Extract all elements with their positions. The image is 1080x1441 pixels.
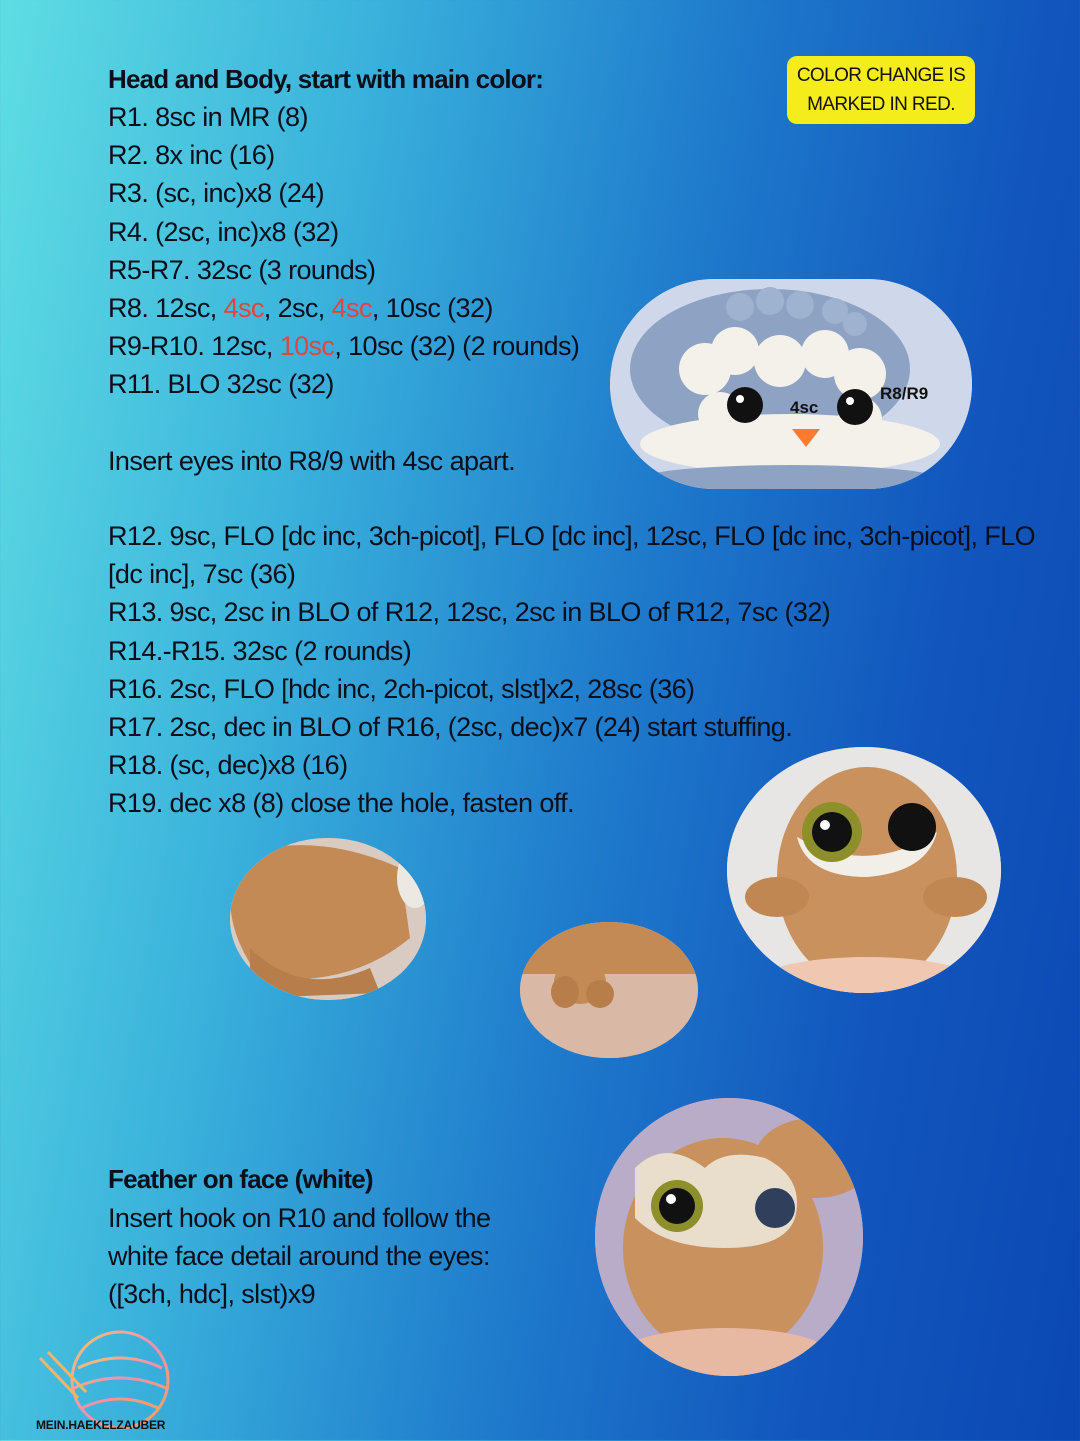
- closeup-photo-middle: [520, 922, 698, 1058]
- round-text: , 10sc (32): [371, 292, 493, 323]
- round-line: R17. 2sc, dec in BLO of R16, (2sc, dec)x7 (24) start stuffing.: [108, 711, 793, 742]
- round-line: R13. 9sc, 2sc in BLO of R12, 12sc, 2sc in BLO of R12, 7sc (32): [108, 597, 831, 628]
- watermark-text: MEIN.HAEKELZAUBER: [36, 1418, 166, 1432]
- round-text: , 10sc (32) (2 rounds): [334, 331, 580, 362]
- head-body-heading: Head and Body, start with main color:: [108, 64, 544, 94]
- round-line: R5-R7. 32sc (3 rounds): [108, 254, 376, 285]
- color-change-stitch: 4sc: [331, 292, 372, 323]
- color-change-stitch: 10sc: [279, 331, 335, 362]
- round-line: R2. 8x inc (16): [108, 140, 275, 171]
- brown-owl-photo: [727, 747, 1001, 993]
- round-text: R9-R10. 12sc,: [108, 331, 280, 362]
- photo-label-r8r9: R8/R9: [880, 384, 929, 403]
- round-line: R18. (sc, dec)x8 (16): [108, 750, 348, 781]
- color-change-stitch: 4sc: [223, 292, 264, 323]
- owl-face-photo: [610, 279, 972, 489]
- color-change-badge: [787, 56, 975, 124]
- eyes-note: Insert eyes into R8/9 with 4sc apart.: [108, 446, 516, 476]
- rounds-list-1: [108, 98, 579, 404]
- round-text: , 2sc,: [263, 292, 332, 323]
- feather-owl-photo: [595, 1098, 863, 1376]
- feather-line: ([3ch, hdc], slst)x9: [108, 1279, 316, 1310]
- badge-line-2: MARKED IN RED.: [807, 94, 955, 115]
- feather-line: white face detail around the eyes:: [108, 1241, 490, 1272]
- round-text: R8. 12sc,: [108, 292, 224, 323]
- round-line: R16. 2sc, FLO [hdc inc, 2ch-picot, slst]x2, 28sc (36): [108, 673, 695, 704]
- round-line: R1. 8sc in MR (8): [108, 102, 308, 132]
- round-line: [108, 289, 579, 327]
- round-line: [dc inc], 7sc (36): [108, 559, 296, 590]
- feather-instructions: [108, 1199, 490, 1314]
- round-line: R4. (2sc, inc)x8 (32): [108, 216, 339, 247]
- round-line: R12. 9sc, FLO [dc inc, 3ch-picot], FLO [dc inc], 12sc, FLO [dc inc, 3ch-picot], FLO: [108, 521, 1036, 551]
- photo-label-4sc: 4sc: [790, 398, 819, 417]
- round-line: R19. dec x8 (8) close the hole, fasten off.: [108, 788, 574, 819]
- closeup-photo-left: [230, 838, 426, 1000]
- badge-line-1: COLOR CHANGE IS: [796, 65, 966, 86]
- feather-line: Insert hook on R10 and follow the: [108, 1203, 491, 1233]
- watermark-logo: [30, 1328, 190, 1436]
- round-line: R3. (sc, inc)x8 (24): [108, 178, 325, 209]
- round-line: [108, 327, 579, 365]
- round-line: R11. BLO 32sc (32): [108, 369, 334, 400]
- round-line: R14.-R15. 32sc (2 rounds): [108, 635, 412, 666]
- feather-heading: Feather on face (white): [108, 1164, 373, 1194]
